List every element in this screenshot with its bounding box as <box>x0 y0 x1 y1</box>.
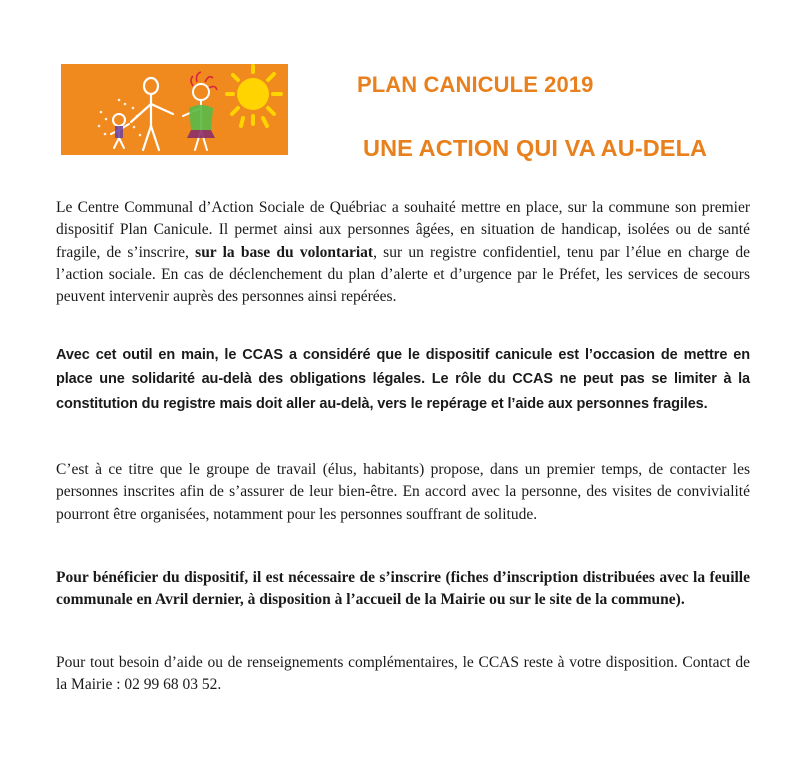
sun-family-drawing <box>61 64 288 155</box>
paragraph-intro-emphasis: sur la base du volontariat <box>195 243 374 261</box>
banner-image <box>61 64 288 155</box>
paragraph-working-group: C’est à ce titre que le groupe de travail (élus, habitants) propose, dans un premier temps, de contacter les personnes inscrites afin de s’assurer de leur bien-être. En accord avec la personne, des visites de convivialité pourront être organisées, notamment pour les personnes souffrant de solitude. <box>56 461 750 523</box>
paragraph-registration: Pour bénéficier du dispositif, il est nécessaire de s’inscrire (fiches d’inscription distribuées avec la feuille communale en Avril dernier, à disposition à l’accueil de la Mairie ou sur le site de la commune). <box>56 569 750 609</box>
paragraph-intro-text: Le Centre Communal d’Action Sociale de Québriac a souhaité mettre en place, sur la commune son premier dispositif Plan Canicule. Il permet ainsi aux personnes âgées, en situation de handicap, isolées ou de santé fragile, de s’inscrire, <box>56 199 750 261</box>
page-subtitle: UNE ACTION QUI VA AU-DELA <box>363 135 708 161</box>
page-title: PLAN CANICULE 2019 <box>357 72 594 97</box>
paragraph-intro <box>56 197 750 308</box>
paragraph-contact: Pour tout besoin d’aide ou de renseignements complémentaires, le CCAS reste à votre disposition. Contact de la Mairie : 02 99 68 03 52. <box>56 654 750 694</box>
paragraph-ccas-solidarity: Avec cet outil en main, le CCAS a considéré que le dispositif canicule est l’occasion de mettre en place une solidarité au-delà des obligations légales. Le rôle du CCAS ne peut pas se limiter à la constitution du registre mais doit aller au-delà, vers le repérage et l’aide aux personnes fragiles. <box>56 347 750 412</box>
paragraph-intro-text-end: , sur un registre confidentiel, tenu par l’élue en charge de l’action sociale. En cas de déclenchement du plan d’alerte et d’urgence par le Préfet, les services de secours peuvent intervenir auprès des personnes ainsi repérées. <box>56 243 750 306</box>
